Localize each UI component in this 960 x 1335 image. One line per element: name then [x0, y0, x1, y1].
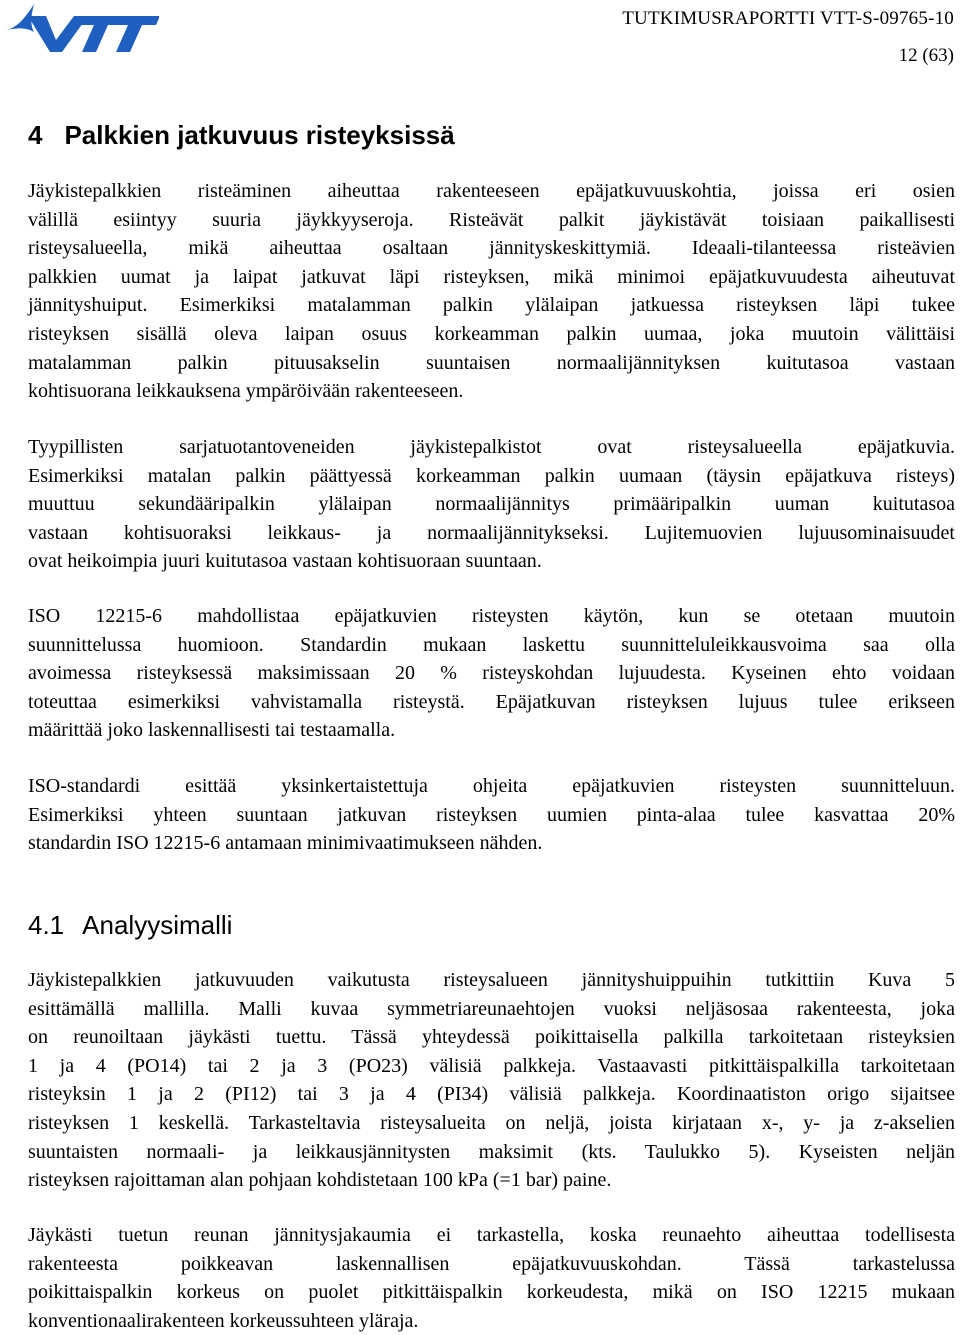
paragraph-5	[28, 966, 955, 1195]
subsection-title: Analyysimalli	[82, 910, 233, 940]
text-line: rakenteesta poikkeavan laskennallisen epäjatkuvuuskohdan. Tässä tarkastelussa	[28, 1252, 955, 1275]
vtt-logo	[4, 2, 159, 56]
paragraph-6	[28, 1221, 955, 1335]
text-line: vastaan kohtisuoraksi leikkaus- ja normaalijännitykseksi. Lujitemuovien lujuusominaisuudet	[28, 521, 955, 544]
text-line: risteyksen rajoittaman alan pohjaan kohdistetaan 100 kPa (=1 bar) paine.	[28, 1169, 612, 1192]
text-line: suunnittelussa huomioon. Standardin mukaan laskettu suunnitteluleikkausvoima saa olla	[28, 633, 955, 656]
text-line: ovat heikoimpia juuri kuitutasoa vastaan kohtisuoraan suuntaan.	[28, 550, 542, 573]
text-line: ISO-standardi esittää yksinkertaistettuja ohjeita epäjatkuvien risteysten suunnitteluun.	[28, 775, 955, 797]
report-id: TUTKIMUSRAPORTTI VTT-S-09765-10	[622, 8, 954, 29]
text-line: standardin ISO 12215-6 antamaan minimivaatimukseen nähden.	[28, 832, 543, 855]
text-line: konventionaalirakenteen korkeussuhteen yläraja.	[28, 1309, 419, 1332]
text-line: Esimerkiksi yhteen suuntaan jatkuvan risteyksen uumien pinta-alaa tulee kasvattaa 20%	[28, 803, 955, 826]
text-line: Jäykistepalkkien jatkuvuuden vaikutusta risteysalueen jännityshuippuihin tutkittiin Kuva 5	[28, 969, 955, 991]
text-line: Jäykästi tuetun reunan jännitysjakaumia ei tarkastella, koska reunaehto aiheuttaa todellisesta	[28, 1224, 955, 1246]
text-line: muuttuu sekundääripalkin ylälaipan normaalijännitys primääripalkin uuman kuitutasoa	[28, 493, 955, 516]
text-line: Jäykistepalkkien risteäminen aiheuttaa rakenteeseen epäjatkuvuuskohtia, joissa eri osien	[28, 180, 955, 202]
paragraph-2	[28, 433, 955, 576]
text-line: avoimessa risteyksessä maksimissaan 20 % risteyskohdan lujuudesta. Kyseinen ehto voidaan	[28, 662, 955, 685]
text-line: palkkien uumat ja laipat jatkuvat läpi risteyksen, mikä minimoi epäjatkuvuudesta aiheutuvat	[28, 265, 955, 288]
page-number: 12 (63)	[898, 45, 954, 66]
text-line: jännityshuiput. Esimerkiksi matalamman palkin ylälaipan jatkuessa risteyksen läpi tukee	[28, 294, 955, 317]
subsection-number: 4.1	[28, 910, 65, 940]
logo-letter-t2	[110, 16, 159, 52]
text-line: risteysalueella, mikä aiheuttaa osaltaan jännityskeskittymiä. Ideaali-tilanteessa risteävien	[28, 237, 955, 260]
section-title: Palkkien jatkuvuus risteyksissä	[64, 120, 455, 150]
text-line: risteyksin 1 ja 2 (PI12) tai 3 ja 4 (PI34) välisiä palkkeja. Koordinaatiston origo sijaitsee	[28, 1083, 955, 1106]
paragraph-3	[28, 602, 955, 745]
paragraph-1	[28, 177, 955, 406]
text-line: välillä esiintyy suuria jäykkyyseroja. Risteävät palkit jäykistävät toisiaan paikallisesti	[28, 208, 955, 231]
subsection-heading	[28, 910, 232, 941]
text-line: poikittaispalkin korkeus on puolet pitkittäispalkin korkeudesta, mikä on ISO 12215 mukaan	[28, 1281, 955, 1304]
text-line: Tyypillisten sarjatuotantoveneiden jäykistepalkistot ovat risteysalueella epäjatkuvia.	[28, 436, 955, 458]
text-line: 1 ja 4 (PO14) tai 2 ja 3 (PO23) välisiä palkkeja. Vastaavasti pitkittäispalkilla tarkoitetaan	[28, 1054, 955, 1077]
text-line: risteyksen 1 keskellä. Tarkasteltavia risteysalueita on neljä, joista kirjataan x-, y- ja z-akselien	[28, 1111, 955, 1134]
section-heading	[28, 120, 455, 151]
text-line: on reunoiltaan jäykästi tuettu. Tässä yhteydessä poikittaisella palkilla tarkoitetaan risteyksien	[28, 1026, 955, 1049]
paragraph-4	[28, 772, 955, 858]
text-line: esittämällä mallilla. Malli kuvaa symmetriareunaehtojen vuoksi neljäsosaa rakenteesta, joka	[28, 997, 955, 1020]
text-line: ISO 12215-6 mahdollistaa epäjatkuvien risteysten käytön, kun se otetaan muutoin	[28, 605, 955, 627]
text-line: Esimerkiksi matalan palkin päättyessä korkeamman palkin uumaan (täysin epäjatkuva risteys)	[28, 464, 955, 487]
section-number: 4	[28, 120, 43, 150]
text-line: toteuttaa esimerkiksi vahvistamalla risteystä. Epäjatkuvan risteyksen lujuus tulee erikseen	[28, 690, 955, 713]
text-line: määrittää joko laskennallisesti tai testaamalla.	[28, 719, 396, 742]
text-line: matalamman palkin pituusakselin suuntaisen normaalijännityksen kuitutasoa vastaan	[28, 351, 955, 374]
text-line: suuntaisten normaali- ja leikkausjännitysten maksimit (kts. Taulukko 5). Kyseisten neljän	[28, 1140, 955, 1163]
text-line: risteyksen sisällä oleva laipan osuus korkeamman palkin uumaa, joka muutoin välittäisi	[28, 322, 955, 345]
text-line: kohtisuorana leikkauksena ympäröivään rakenteeseen.	[28, 380, 464, 403]
